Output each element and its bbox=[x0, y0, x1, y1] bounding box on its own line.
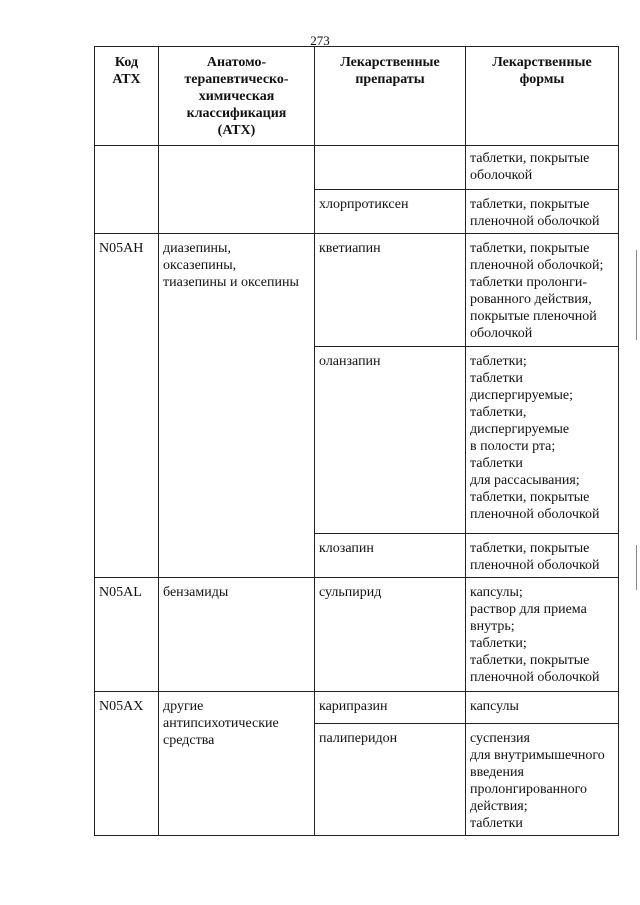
cell-forms: таблетки, покрытые пленочной оболочкой; таблетки пролонги- рованного действия, покрытые пленочной оболочкой bbox=[466, 234, 619, 347]
cell-code: N05AL bbox=[95, 578, 159, 692]
cell-code: N05AX bbox=[95, 692, 159, 836]
cell-drug bbox=[315, 146, 466, 190]
cell-forms: таблетки, покрытые оболочкой bbox=[466, 146, 619, 190]
cell-drug: клозапин bbox=[315, 534, 466, 578]
cell-drug: хлорпротиксен bbox=[315, 190, 466, 234]
cell-classification: бензамиды bbox=[159, 578, 315, 692]
scan-edge-line bbox=[636, 545, 637, 590]
cell-drug: оланзапин bbox=[315, 347, 466, 534]
header-code: Код АТХ bbox=[95, 47, 159, 146]
cell-drug: сульпирид bbox=[315, 578, 466, 692]
cell-classification bbox=[159, 146, 315, 234]
cell-forms: таблетки; таблетки диспергируемые; таблетки, диспергируемые в полости рта; таблетки для рассасывания; таблетки, покрытые пленочной оболочкой bbox=[466, 347, 619, 534]
scan-edge-line bbox=[636, 250, 637, 340]
cell-drug: палиперидон bbox=[315, 724, 466, 836]
cell-code: N05AH bbox=[95, 234, 159, 578]
header-drugs: Лекарственные препараты bbox=[315, 47, 466, 146]
page-number: 273 bbox=[310, 33, 330, 48]
cell-classification: другие антипсихотические средства bbox=[159, 692, 315, 836]
cell-forms: таблетки, покрытые пленочной оболочкой bbox=[466, 190, 619, 234]
cell-forms: таблетки, покрытые пленочной оболочкой bbox=[466, 534, 619, 578]
atx-drug-table bbox=[94, 46, 619, 836]
table-row bbox=[95, 234, 619, 347]
cell-drug: кветиапин bbox=[315, 234, 466, 347]
table-row bbox=[95, 692, 619, 724]
cell-classification: диазепины, оксазепины, тиазепины и оксепины bbox=[159, 234, 315, 578]
table-row bbox=[95, 146, 619, 190]
cell-drug: карипразин bbox=[315, 692, 466, 724]
cell-forms: суспензия для внутримышечного введения пролонгированного действия; таблетки bbox=[466, 724, 619, 836]
cell-code bbox=[95, 146, 159, 234]
cell-forms: капсулы bbox=[466, 692, 619, 724]
table-row bbox=[95, 578, 619, 692]
cell-forms: капсулы; раствор для приема внутрь; таблетки; таблетки, покрытые пленочной оболочкой bbox=[466, 578, 619, 692]
header-forms: Лекарственные формы bbox=[466, 47, 619, 146]
header-classification: Анатомо- терапевтическо- химическая классификация (АТХ) bbox=[159, 47, 315, 146]
table-header-row bbox=[95, 47, 619, 146]
